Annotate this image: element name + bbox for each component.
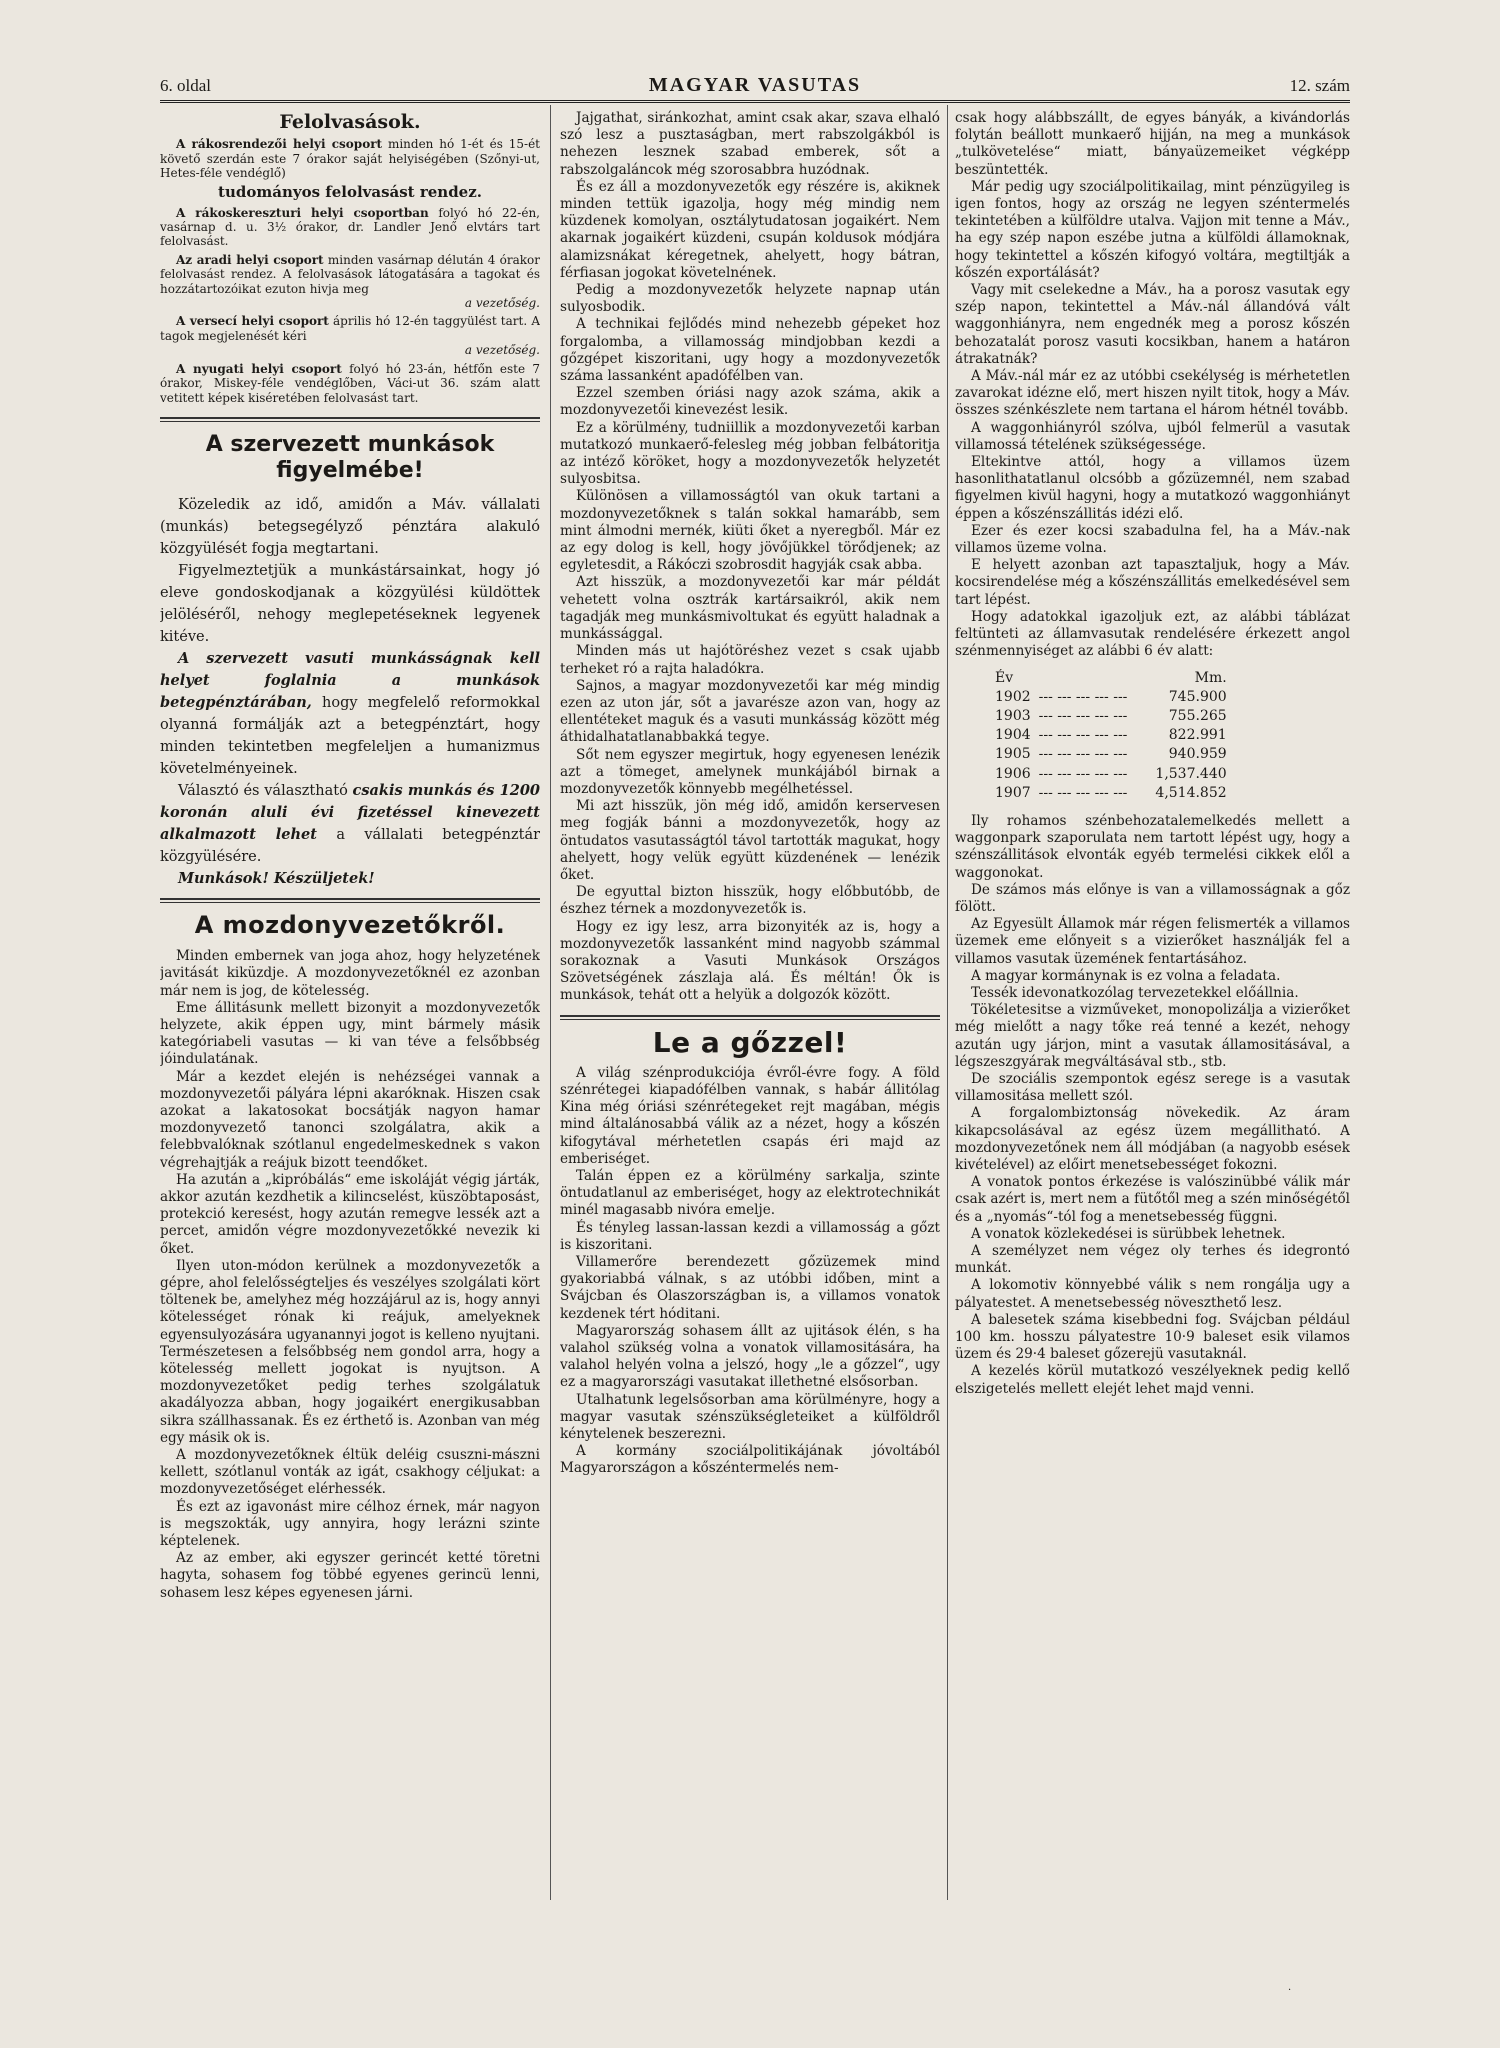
section-rule (160, 898, 540, 900)
article-paragraph: Közeledik az idő, amidőn a Máv. vállalati (munkás) betegsegélyző pénztára alakuló közgyülését fogja megtartani. (160, 496, 540, 557)
article-paragraph: Különösen a villamosságtól van okuk tartani a mozdonyvezetőknek s talán sokkal hamarább, sem mint álmodni mernék, kiüti őket a nyeregből. Már ez az egy dolog is kell, hogy jövőjükkel törődjenek; az egyletesdit, a Rákóczi szobrosdit hagyják csak abba. (560, 488, 940, 574)
notice-rakosrendezo: A rákosrendezői helyi csoport minden hó 1-ét és 15-ét követő szerdán este 7 órakor saját helyiségében (Szőnyi-ut, Hetes-féle vendéglő) (160, 137, 540, 181)
article-paragraph: Ily rohamos szénbehozatalemelkedés mellett a waggonpark szaporulata nem tartott lépést ugy, hogy a szénszállitások elvonták egyéb termelési cikkek elől a waggonokat. (955, 812, 1350, 881)
article-paragraph: Magyarország sohasem állt az ujitások élén, s ha valahol szükség volna a vonatok villamositására, ha valahol helyén volna a jelszó, hogy „le a gőzzel“, ugy ez a magyarországi vasutakat illethetné elsősorban. (560, 1322, 940, 1391)
article-paragraph: Azt hisszük, a mozdonyvezetői kar már példát vehetett volna osztrák kartársaikról, akik nem tagadják meg munkásmivoltukat és együtt haladnak a munkássággal. (560, 574, 940, 643)
column-3 (955, 110, 1350, 1910)
article-paragraph: Sőt nem egyszer megirtuk, hogy egyenesen lenézik azt a tömeget, amelynek munkájából birnak a mozdonyvezetők könnyebb megélhetéssel. (560, 746, 940, 797)
column-separator (550, 105, 551, 1900)
article-paragraph: Hogy ez igy lesz, arra bizonyiték az is, hogy a mozdonyvezetők lassanként mind nagyobb számmal sorakoznak a Vasuti Munkások Országos Szövetségének zászlaja alá. És méltán! Ők is munkások, tehát ott a helyük a dolgozók között. (560, 918, 940, 1004)
le-a-gozzel-heading: Le a gőzzel! (652, 1025, 848, 1059)
article-paragraph: Az Egyesült Államok már régen felismerték a villamos üzemek eme előnyeit s a vizierőket használják fel a villamos vasutak üzemének fentartásához. (955, 916, 1350, 967)
article-paragraph: A kormány szociálpolitikájának jóvoltából Magyarországon a kőszéntermelés nem- (560, 1443, 940, 1477)
notice-nyugati: A nyugati helyi csoport folyó hó 23-án, hétfőn este 7 órakor, Miskey-féle vendéglőben, Váci-ut 36. szám alatt vetitett képek kiséretében felolvasást tart. (160, 361, 540, 405)
article-paragraph: A technikai fejlődés mind nehezebb gépeket hoz forgalomba, a villamosság mindjobban kezdi a gőzgépet kiszoritani, ugy hogy a mozdonyvezetők száma lassanként apadófélben van. (560, 316, 940, 385)
szervezett-heading: A szervezett munkások figyelmébe! (205, 431, 495, 483)
article-paragraph: Talán éppen ez a körülmény sarkalja, szinte öntudatlanul az emberiséget, hogy az elektrotechnikát minél magasabb nivóra emelje. (560, 1167, 940, 1219)
column-1 (160, 110, 540, 1910)
article-paragraph: Vagy mit cselekedne a Máv., ha a porosz vasutak egy szép napon, tekintettel a Máv.-nál állandóvá vált waggonhiányra, nem engednék meg a porosz kőszén behozatalát porosz vasuti kocsikban, hanem a határon átrakatnák? (955, 282, 1350, 367)
felolvasasok-heading: Felolvasások. (279, 111, 421, 133)
issue-number: 12. szám (1289, 76, 1350, 95)
notice-versec: A versecí helyi csoport április hó 12-én taggyülést tart. A tagok megjelenését kéri (160, 314, 540, 343)
table-row: 1906 --- --- --- --- --- 1,537.440 (995, 765, 1227, 782)
article-paragraph: Utalhatunk legelsősorban ama körülményre, hogy a magyar vasutak szénszükségleteiket a külföldről kénytelenek beszerezni. (560, 1391, 940, 1443)
section-rule (160, 417, 540, 419)
article-paragraph: A személyzet nem végez oly terhes és idegrontó munkát. (955, 1243, 1350, 1277)
column-2 (560, 110, 940, 1910)
notice-arad: Az aradi helyi csoport minden vasárnap délután 4 órakor felolvasást rendez. A felolvasások látogatására a tagokat és hozzátartozóikat ezuton hivja meg (160, 252, 540, 296)
article-paragraph: Mi azt hisszük, jön még idő, amidőn kerservesen meg fogják bánni a mozdonyvezetők, hogy az öntudatos vasutasságtól távol tartották magukat, hogy ahelyett, hogy velük együtt küzdenének — lenézik őket. (560, 798, 940, 883)
section-rule (160, 902, 540, 903)
article-paragraph: Figyelmeztetjük a munkástársainkat, hogy jó eleve gondoskodjanak a közgyülési küldöttek jelöléséről, nehogy meglepetéseknek legyenek kitéve. (160, 562, 540, 645)
table-row: 1905 --- --- --- --- --- 940.959 (995, 746, 1227, 763)
article-paragraph: A vonatok pontos érkezése is valószinübbé válik már csak azért is, mert nem a fütőtől meg a szén minőségétől és a „nyomás“-tól fog a menetsebesség függni. (955, 1174, 1350, 1225)
article-paragraph: Jajgathat, siránkozhat, amint csak akar, szava elhaló szó lesz a pusztaságban, mert rabszolgákból is nehezen lesznek szabad emberek, sőt a rabszolgaláncok még szorosabbra huzódnak. (560, 110, 940, 178)
article-paragraph: És tényleg lassan-lassan kezdi a villamosság a gőzt is kiszoritani. (560, 1219, 940, 1253)
table-row: 1907 --- --- --- --- --- 4,514.852 (995, 784, 1227, 801)
article-paragraph: És ez áll a mozdonyvezetők egy részére is, akiknek minden tettük igazolja, hogy még mindig nem küzdenek komolyan, osztálytudatosan jogaikért. Nem akarnak jogaikért küzdeni, csupán koldusok módjára alamizsnákat kéregetnek, ahelyett, hogy bátran, férfiasan jogokat követelnének. (560, 178, 940, 281)
table-row: 1903 --- --- --- --- --- 755.265 (995, 707, 1227, 724)
table-header-year: Év (995, 669, 1014, 686)
mozdonyvezetok-heading: A mozdonyvezetőkről. (194, 910, 506, 939)
notice-signature: a vezetőség. (464, 343, 540, 358)
article-paragraph: És ezt az igavonást mire célhoz érnek, már nagyon is megszokták, ugy annyira, hogy lerázni szinte képtelenek. (160, 1498, 540, 1550)
section-rule (160, 421, 540, 422)
article-paragraph: A balesetek száma kisebbedni fog. Svájcban például 100 km. hosszu pályatestre 10·9 baleset esik vilamos üzem és 29·4 baleset gőzerejü vasutaknál. (955, 1311, 1350, 1363)
article-paragraph: Az az ember, aki egyszer gerincét ketté töretni hagyta, sohasem fog többé egyenes gerincü lenni, sohasem lesz képes egyenesen járni. (160, 1550, 540, 1601)
article-signoff: Munkások! Készüljetek! (178, 869, 375, 887)
notice-signature: a vezetőség. (464, 296, 540, 311)
column-separator (947, 105, 948, 1900)
article-paragraph: De egyuttal bizton hisszük, hogy előbbutóbb, de észhez térnek a mozdonyvezetők is. (560, 884, 940, 918)
section-rule (560, 1019, 940, 1020)
section-rule (560, 1015, 940, 1017)
page-header (160, 76, 1350, 102)
article-paragraph: A waggonhiányról szólva, ujból felmerül a vasutak villamossá tételének szükségessége. (955, 419, 1350, 453)
article-paragraph: Minden más ut hajótöréshez vezet s csak ujabb terheket ró a rajta haladókra. (560, 643, 940, 677)
article-paragraph: Pedig a mozdonyvezetők helyzete napnap után sulyosbodik. (560, 282, 940, 316)
table-header-row (995, 669, 1235, 688)
article-paragraph: A forgalombiztonság növekedik. Az áram kikapcsolásával az egész üzem megállitható. A mozdonyvezetőnek nem áll módjában (a nagyobb esések kivételével) az előirt menetsebességet fokozni. (955, 1105, 1350, 1173)
table-row: 1902 --- --- --- --- --- 745.900 (995, 688, 1227, 705)
article-paragraph: E helyett azonban azt tapasztaljuk, hogy a Máv. kocsirendelése még a kőszénszállitás emelkedésével sem tart lépést. (955, 557, 1350, 608)
article-paragraph: Ha azután a „kipróbálás“ eme iskoláját végig járták, akkor azután kezdhetik a kilincselést, küszöbtaposást, protekció keresést, hogy azután remegve lessék azt a percet, amidőn végre mozdonyvezetőkké nevezik ki őket. (160, 1171, 540, 1257)
article-paragraph: A szervezett vasuti munkásságnak kell helyet foglalnia a munkások betegpénztárában, hogy megfelelő reformokkal olyanná formálják azt a betegpénztárt, hogy minden tekintetben megfeleljen a humanizmus követelményeinek. (160, 649, 540, 777)
article-paragraph: Eltekintve attól, hogy a villamos üzem hasonlithatatlanul olcsóbb a gőzüzemnél, nem szabad figyelmen kivül hagyni, hogy a mutatkozó waggonhiányt éppen a kőszénszállitás idézi elő. (955, 454, 1350, 522)
article-paragraph: Ilyen uton-módon kerülnek a mozdonyvezetők a gépre, ahol felelősségteljes és veszélyes szolgálati kört töltenek be, amelyhez még hozzájárul az is, hogy annyi kötelességet rónak ki reájuk, amelyeknek egyensulyozására ugyanannyi jogot is kelleno nyujtani. Természetesen a felsőbbség nem gondol arra, hogy a kötelesség mellett jogokat is nyujtson. A mozdonyvezetőket pedig terhes szolgálatuk akadályozza abban, hogy jogaikért energikusabban sikra szállhassanak. És ez érthető is. Azonban van még egy másik ok is. (160, 1257, 540, 1446)
article-paragraph: Hogy adatokkal igazoljuk ezt, az alábbi táblázat feltünteti az államvasutak rendelésére érkezett angol szénmennyiséget az alábbi 6 év alatt: (955, 608, 1350, 660)
article-paragraph: A mozdonyvezetőknek éltük deléig csuszni-mászni kellett, szótlanul vonták az igát, csakhogy céljukat: a mozdonyvezetőséget elérhessék. (160, 1447, 540, 1498)
article-paragraph: Választó és választható csakis munkás és 1200 koronán aluli évi fizetéssel kinevezett alkalmazott lehet a vállalati betegpénztár közgyülésére. (160, 781, 540, 865)
notice-subheading: tudományos felolvasást rendez. (218, 183, 482, 202)
article-paragraph: A kezelés körül mutatkozó veszélyeknek pedig kellő elszigetelés mellett elejét lehet majd venni. (955, 1363, 1350, 1397)
article-paragraph: A világ szénprodukciója évről-évre fogy. A föld szénrétegei kiapadófélben vannak, s habár állitólag Kina még óriási szénrétegeket rejt magában, mégis mind általánosabbá válik az a nézet, hogy a kőszén kifogytával mérhetetlen csapás éri majd az emberiséget. (560, 1064, 940, 1167)
article-paragraph: Tessék idevonatkozólag tervezetekkel előállnia. (971, 984, 1299, 1001)
article-paragraph: Ezer és ezer kocsi szabadulna fel, ha a Máv.-nak villamos üzeme volna. (955, 522, 1350, 557)
article-paragraph: A lokomotiv könnyebbé válik s nem rongálja ugy a pályatestet. A menetsebesség növeszthető lesz. (955, 1277, 1350, 1311)
table-header-value: Mm. (1194, 669, 1227, 686)
article-paragraph: A vonatok közlekedései is sürübbek lehetnek. (971, 1225, 1286, 1242)
table-row: 1904 --- --- --- --- --- 822.991 (995, 727, 1227, 744)
coal-import-table (995, 669, 1235, 803)
article-paragraph: Villamerőre berendezett gőzüzemek mind gyakoriabbá válnak, s az utóbbi időben, mint a Svájcban és Olaszországban is, a villamos vonatok kezdenek tért hóditani. (560, 1254, 940, 1322)
article-paragraph: De szociális szempontok egész serege is a vasutak villamositása mellett szól. (955, 1070, 1350, 1105)
notice-rakoskeresztur: A rákoskereszturi helyi csoportban folyó hó 22-én, vasárnap d. u. 3½ órakor, dr. Landler Jenő elvtárs tart felolvasást. (160, 205, 540, 249)
article-paragraph: Eme állitásunk mellett bizonyit a mozdonyvezetők helyzete, akik éppen ugy, mint bármely másik kategóriabeli vasutas — ki van téve a felsőbbség jóindulatának. (160, 999, 540, 1068)
article-paragraph: csak hogy alábbszállt, de egyes bányák, a kivándorlás folytán beállott munkaerő hijján, na meg a munkások „tulkövetelése“ miatt, bányaüzemeiket végképp beszüntették. (955, 110, 1350, 178)
article-paragraph: Tökéletesitse a vizműveket, monopolizálja a vizierőket még mielőtt a nagy tőke reá tenné a kezét, nehogy azután ugy járjon, mint a vasutak államositásával, a légszeszgyárak megváltásával stb., stb. (955, 1002, 1350, 1070)
article-paragraph: Már pedig ugy szociálpolitikailag, mint pénzügyileg is igen fontos, hogy az ország ne legyen széntermelés tekintetében a külföldre utalva. Vajjon mit tenne a Máv., ha egy szép napon eszébe jutna a külföldi államoknak, hogy tekintettel a kőszén kifogyó voltára, megtiltják a kőszén exportálását? (955, 178, 1350, 281)
header-rule (160, 100, 1350, 103)
article-paragraph: Ezzel szemben óriási nagy azok száma, akik a mozdonyvezetői kinevezést lesik. (560, 385, 940, 419)
article-paragraph: De számos más előnye is van a villamosságnak a gőz fölött. (955, 881, 1350, 915)
article-paragraph: Minden embernek van joga ahoz, hogy helyzetének javitását kiküzdje. A mozdonyvezetőknél ez azonban már nem is jog, de kötelesség. (160, 948, 540, 999)
page-number: 6. oldal (160, 76, 211, 95)
article-paragraph: A Máv.-nál már ez az utóbbi csekélység is mérhetetlen zavarokat idézne elő, mert hiszen nyilt titok, hogy a Máv. összes szénkészlete nem tartana el három hétnél tovább. (955, 368, 1350, 419)
masthead-title: MAGYAR VASUTAS (648, 74, 862, 96)
article-paragraph: A magyar kormánynak is ez volna a feladata. (971, 967, 1281, 984)
article-paragraph: Sajnos, a magyar mozdonyvezetői kar még mindig ezen az uton jár, sőt a javarésze azon van, hogy az ellentéteket maguk és a vasuti munkásság között még áthidalhatatlanabbakká tegye. (560, 677, 940, 746)
article-paragraph: Ez a körülmény, tudniillik a mozdonyvezetői karban mutatkozó munkaerő-felesleg még jobban felbátoritja az intéző köröket, hogy a mozdonyvezetők helyzetét sulyosbitsa. (560, 419, 940, 488)
print-mark: . (1288, 1982, 1292, 1993)
article-paragraph: Már a kezdet elején is nehézségei vannak a mozdonyvezetői pályára lépni akaróknak. Hiszen csak azokat a lakatosokat bocsátják nagyon hamar mozdonyvezető tanonci szolgálatra, akik a felebbvalóknak szótlanul engedelmeskednek s vakon végrehajtják a reájuk bizott teendőket. (160, 1068, 540, 1171)
